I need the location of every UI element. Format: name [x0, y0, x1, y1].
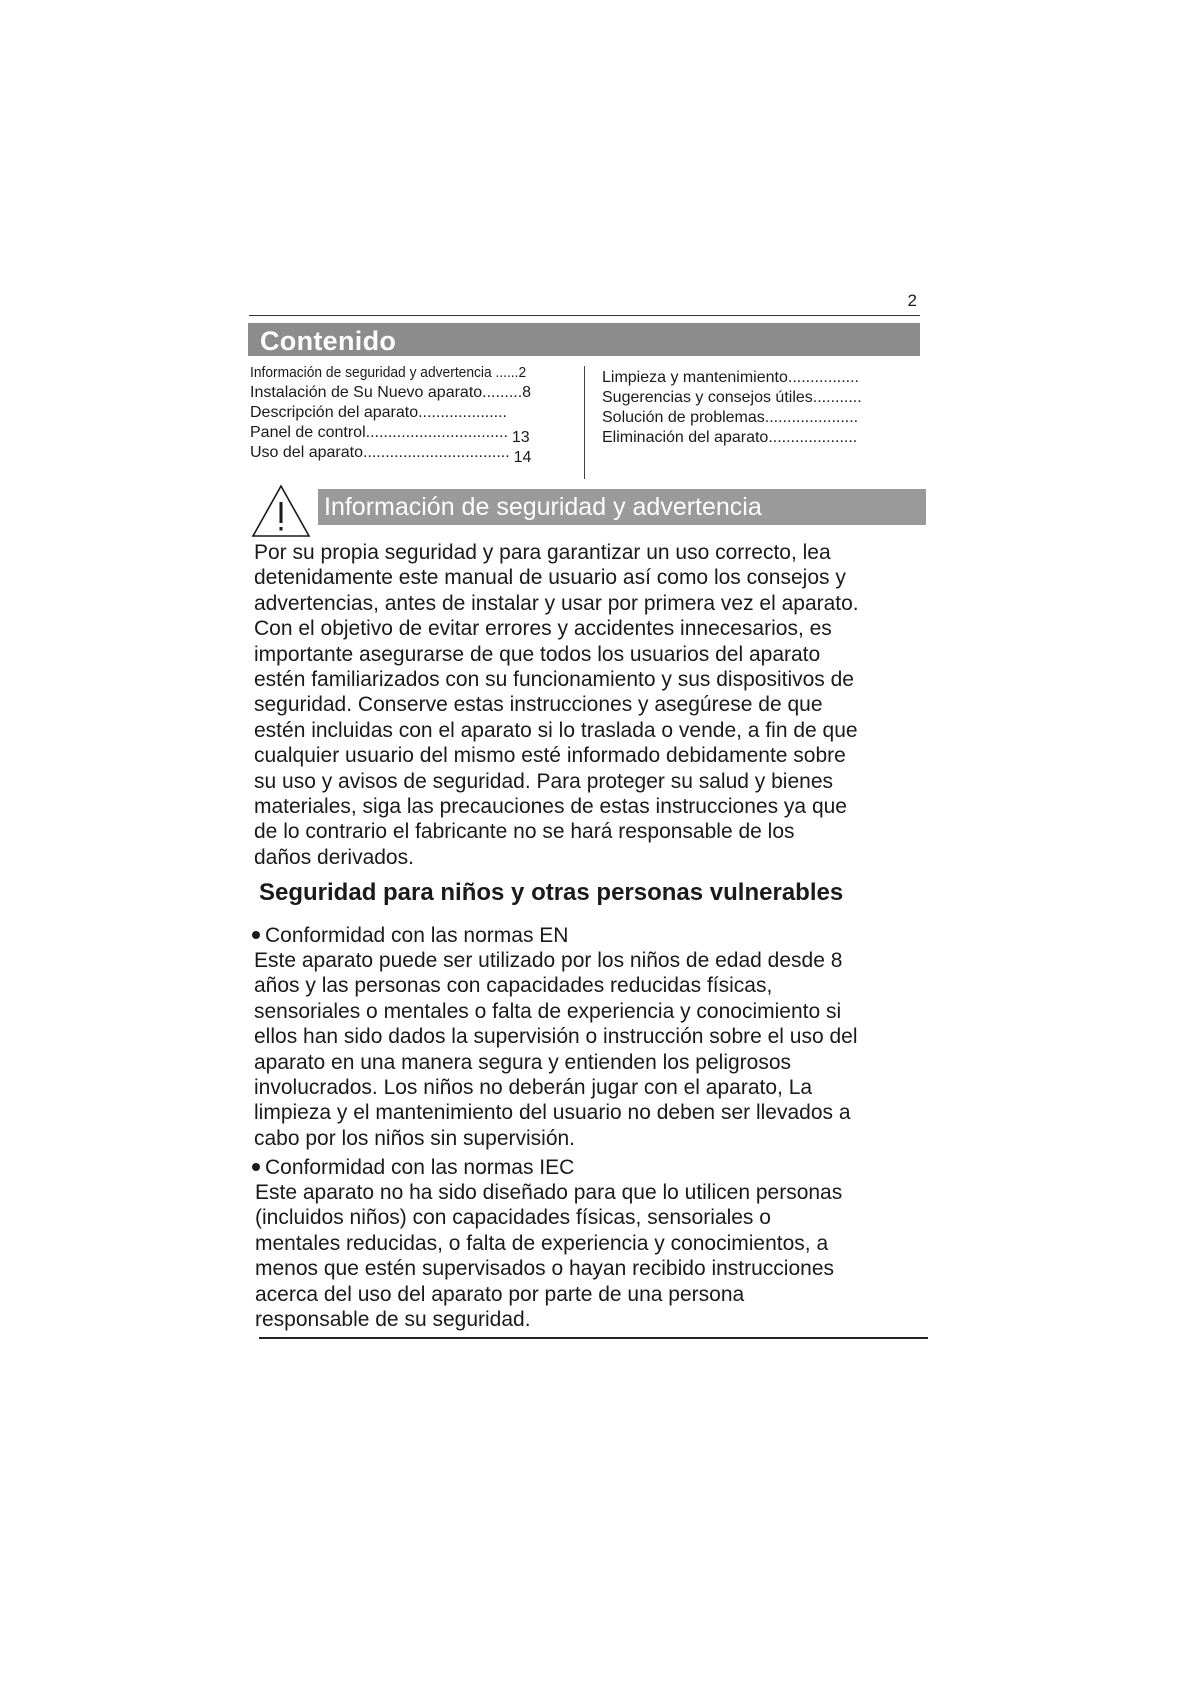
toc-page-number: 14 — [513, 449, 532, 466]
bullet-icon — [252, 931, 260, 939]
text-line: Este aparato puede ser utilizado por los niños de edad desde 8 — [254, 949, 843, 972]
text-line: Por su propia seguridad y para garantizar un uso correcto, lea — [254, 541, 831, 564]
text-line: menos que estén supervisados o hayan recibido instrucciones — [255, 1257, 835, 1281]
text-line: estén incluidas con el aparato si lo traslada o vende, a fin de que — [254, 718, 858, 742]
text-line: daños derivados. — [254, 845, 414, 869]
text-line: importante asegurarse de que todos los usuarios del aparato — [254, 642, 821, 666]
text-line: advertencias, antes de instalar y usar por primera vez el aparato. — [254, 591, 859, 615]
text-line: detenidamente este manual de usuario así como los consejos y — [254, 566, 846, 590]
text-line: Con el objetivo de evitar errores y accidentes innecesarios, es — [254, 617, 832, 641]
contents-header — [248, 323, 920, 356]
toc-item: Información de seguridad y advertencia ......2 — [250, 364, 527, 381]
bullet-title-iec: Conformidad con las normas IEC — [252, 1155, 574, 1180]
warning-triangle-icon — [250, 483, 312, 539]
text-line: responsable de su seguridad. — [255, 1308, 531, 1332]
toc-item: Panel de control................................ 13 — [250, 424, 530, 446]
bottom-rule — [259, 1337, 928, 1339]
text-line: cabo por los niños sin supervisión. — [254, 1126, 576, 1150]
toc-item: Sugerencias y consejos útiles........... — [602, 389, 862, 406]
text-line: mentales reducidas, o falta de experiencia y conocimientos, a — [255, 1231, 829, 1255]
text-line: estén familiarizados con su funcionamiento y sus dispositivos de — [254, 668, 854, 692]
toc-item: Uso del aparato................................. 14 — [250, 444, 532, 466]
text-line: acerca del uso del aparato por parte de una persona — [255, 1282, 745, 1306]
intro-paragraph — [254, 540, 934, 870]
text-line: cualquier usuario del mismo esté informado debidamente sobre — [254, 744, 846, 768]
toc-item: Instalación de Su Nuevo aparato.........8 — [250, 384, 532, 401]
bullet-icon — [252, 1163, 260, 1171]
text-line: sensoriales o mentales o falta de experiencia y conocimiento si — [254, 999, 842, 1023]
text-line: limpieza y el mantenimiento del usuario no deben ser llevados a — [254, 1101, 851, 1125]
text-line: años y las personas con capacidades reducidas físicas, — [254, 974, 773, 998]
text-line: seguridad. Conserve estas instrucciones y asegúrese de que — [254, 693, 823, 717]
bullet-title-en: Conformidad con las normas EN — [252, 923, 568, 948]
text-line: Este aparato no ha sido diseñado para que lo utilicen personas — [255, 1181, 843, 1204]
text-line: ellos han sido dados la supervisión o instrucción sobre el uso del — [254, 1025, 858, 1049]
warning-header — [318, 489, 926, 525]
en-paragraph — [254, 948, 934, 1151]
contents-title: Contenido — [260, 326, 397, 356]
toc-divider — [584, 366, 585, 479]
toc-right-column — [602, 368, 902, 448]
text-line: materiales, siga las precauciones de estas instrucciones ya que — [254, 795, 847, 819]
text-line: aparato en una manera segura y entienden los peligrosos — [254, 1050, 792, 1074]
toc-item: Limpieza y mantenimiento................ — [602, 369, 859, 386]
toc-page-number: 13 — [511, 429, 530, 446]
iec-paragraph — [255, 1180, 935, 1332]
toc-item: Eliminación del aparato.................... — [602, 429, 858, 446]
toc-left-column — [250, 363, 574, 466]
section-heading: Seguridad para niños y otras personas vulnerables — [259, 879, 844, 906]
toc-item: Descripción del aparato.................... — [250, 404, 507, 421]
toc-item: Solución de problemas..................... — [602, 409, 859, 426]
warning-title: Información de seguridad y advertencia — [324, 493, 762, 521]
text-line: (incluidos niños) con capacidades físicas, sensoriales o — [255, 1206, 771, 1230]
text-line: de lo contrario el fabricante no se hará responsable de los — [254, 820, 795, 844]
page-number: 2 — [907, 291, 917, 310]
text-line: su uso y avisos de seguridad. Para proteger su salud y bienes — [254, 769, 834, 793]
text-line: involucrados. Los niños no deberán jugar con el aparato, La — [254, 1076, 813, 1100]
top-rule — [249, 315, 920, 316]
